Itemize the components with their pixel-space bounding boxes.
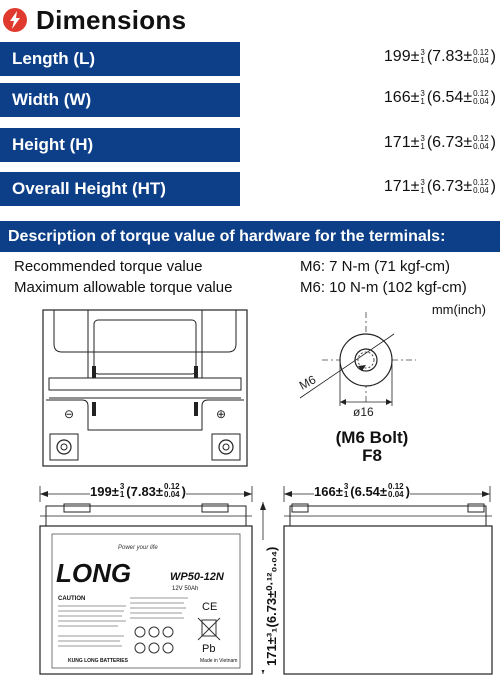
label-made-in: Made in Vietnam xyxy=(200,658,238,664)
label-maker: KUNG LONG BATTERIES xyxy=(68,658,128,664)
dimension-row-overall-height xyxy=(0,172,500,206)
bolt-terminal-drawing xyxy=(296,312,426,426)
dimension-label: Overall Height (HT) xyxy=(0,172,240,206)
page-title: Dimensions xyxy=(36,4,187,35)
label-brand: LONG xyxy=(56,558,132,588)
bolt-diameter-label: ø16 xyxy=(353,405,374,419)
top-view-drawing xyxy=(42,308,250,468)
torque-value-recommended: M6: 7 N-m (71 kgf-cm) xyxy=(300,258,451,275)
torque-name-maximum: Maximum allowable torque value xyxy=(14,279,233,296)
torque-value-maximum: M6: 10 N-m (102 kgf-cm) xyxy=(300,279,467,296)
torque-heading: Description of torque value of hardware for the terminals: xyxy=(0,221,500,252)
label-model: WP50-12N xyxy=(170,571,224,583)
height-dimension-label-box xyxy=(258,540,284,670)
label-tagline: Power your life xyxy=(118,545,158,551)
dimension-row-height xyxy=(0,128,500,162)
bolt-thread-label: M6 xyxy=(296,372,319,393)
torque-name-recommended: Recommended torque value xyxy=(14,258,203,275)
dimension-label: Length (L) xyxy=(0,42,240,76)
bolt-circle-icon xyxy=(2,7,28,33)
label-ce-mark: CE xyxy=(202,601,218,613)
height-dimension-label: 171±³₁(6.73±⁰·¹²₀.₀₄) xyxy=(264,546,279,666)
dimension-value: 166± 3 1 (6.54 ± 0.12 0.04 ) xyxy=(383,89,496,106)
label-caution: CAUTION xyxy=(58,596,86,602)
section-title-row xyxy=(2,3,186,37)
unit-note: mm(inch) xyxy=(431,302,486,317)
svg-text:⊖: ⊖ xyxy=(64,407,75,421)
dimension-value: 171± 3 1 (6.73 ± 0.12 0.04 ) xyxy=(383,134,496,151)
front-width-label: 199± 3 1 (7.83± 0.12 0.04 ) xyxy=(90,482,186,499)
dimension-row-width xyxy=(0,83,500,117)
label-pb-mark: Pb xyxy=(202,643,216,655)
dimension-value: 199± 3 1 (7.83 ± 0.12 0.04 ) xyxy=(383,48,496,65)
side-width-label: 166± 3 1 (6.54± 0.12 0.04 ) xyxy=(314,482,410,499)
dimension-value: 171± 3 1 (6.73 ± 0.12 0.04 ) xyxy=(383,178,496,195)
dimension-row-length xyxy=(0,42,500,76)
dimension-label: Height (H) xyxy=(0,128,240,162)
front-view-battery xyxy=(38,502,254,676)
side-view-battery xyxy=(282,502,494,676)
label-rating: 12V 50Ah xyxy=(172,586,199,592)
svg-text:⊕: ⊕ xyxy=(216,407,227,421)
dimension-label: Width (W) xyxy=(0,83,240,117)
bolt-code: F8 xyxy=(362,446,382,465)
bolt-title: (M6 Bolt) xyxy=(335,428,409,447)
